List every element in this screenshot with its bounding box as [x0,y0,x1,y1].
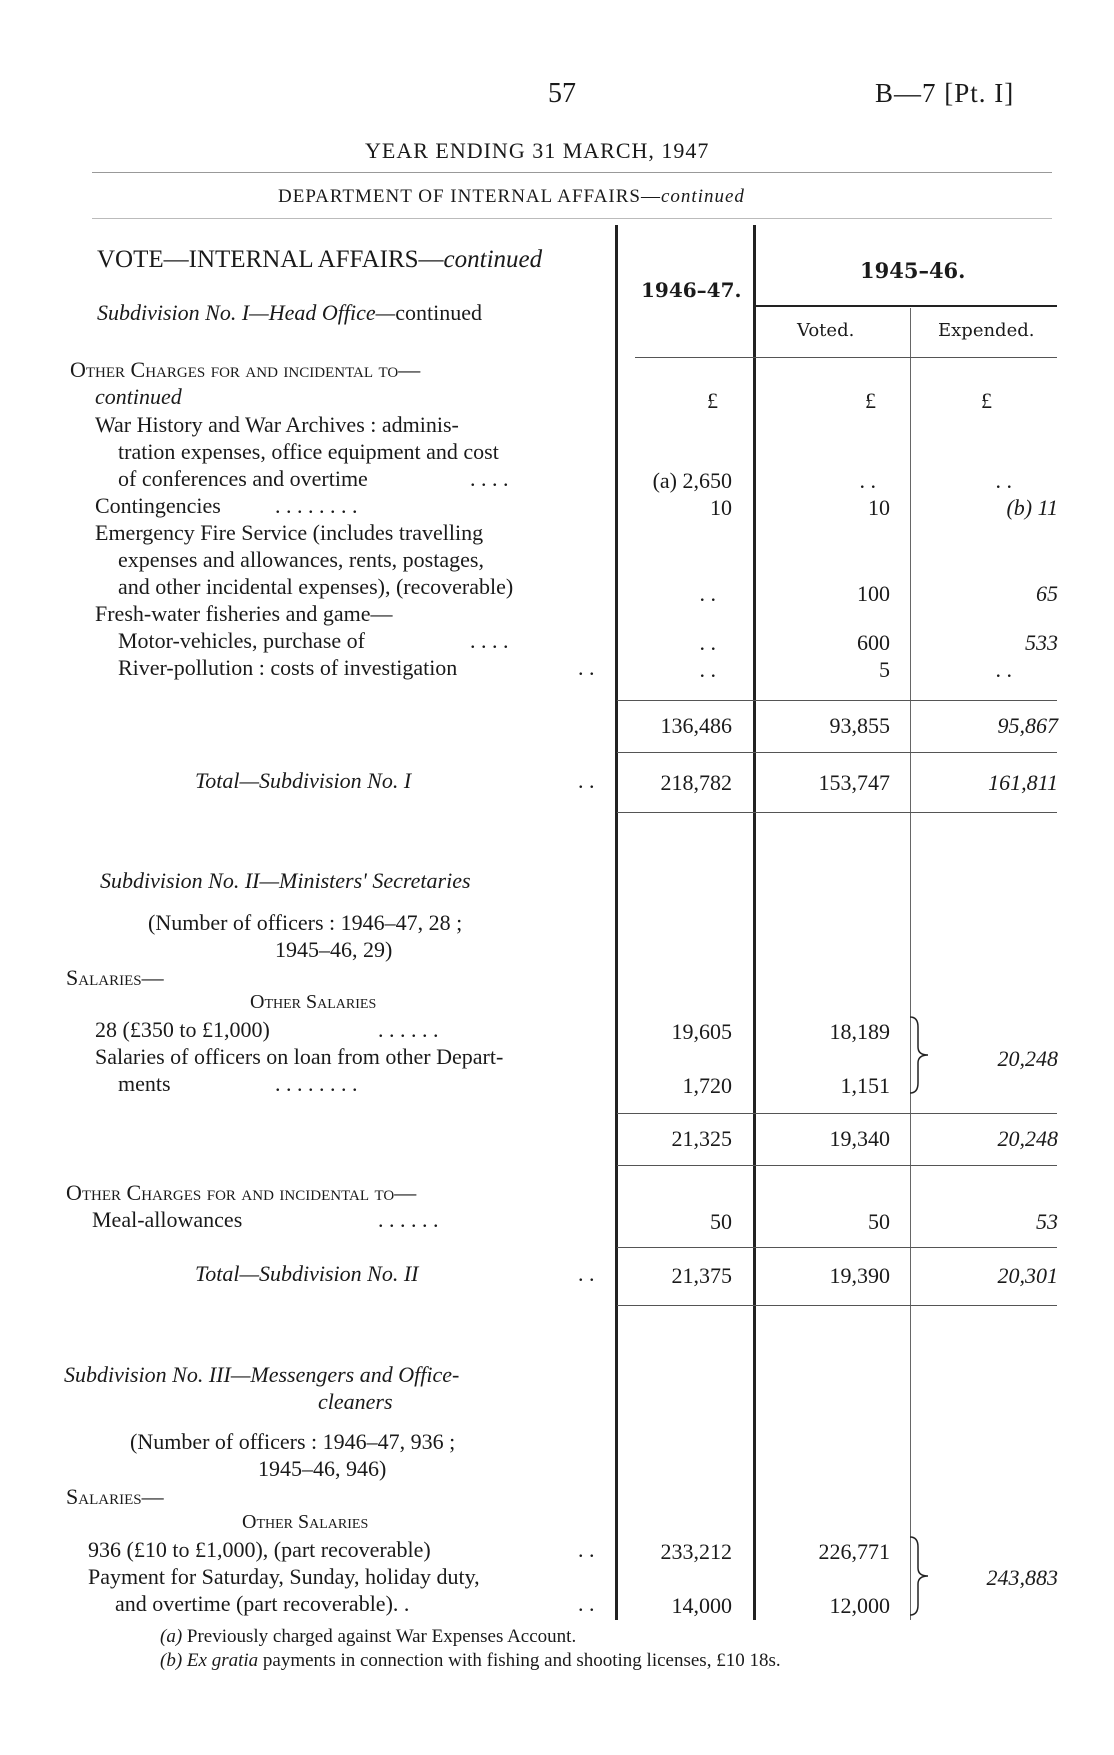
fire-service-voted: 100 [857,581,890,606]
motor-vehicles-1946: . . [699,630,716,655]
sub2-subtotal-rule-bottom [617,1165,1057,1166]
column-header-expended: Expended. [938,320,1035,341]
war-history-line-3: of conferences and overtime [118,466,368,491]
sub3-row2-1946: 14,000 [671,1593,732,1618]
sub3-row2-dots: . . [578,1591,595,1616]
sub3-bracket-expended: 243,883 [986,1565,1058,1590]
document-reference: B—7 [Pt. I] [875,78,1015,108]
sub2-heading: Subdivision No. II—Ministers' Secretaries [100,868,471,893]
currency-voted: £ [865,388,876,413]
footnote-b-text: payments in connection with fishing and shooting licenses, £10 18s. [262,1650,781,1671]
sub2-meal-expended: 53 [1036,1209,1058,1234]
sub2-total-label: Total—Subdivision No. II [195,1261,419,1286]
department-continued: continued [661,186,745,207]
sub1-total-expended: 161,811 [988,770,1058,795]
other-charges-heading: Other Charges for and incidental to— [70,357,421,382]
sub2-subtotal-voted: 19,340 [829,1126,890,1151]
river-pollution-expended: . . [995,657,1012,682]
sub3-row1-label: 936 (£10 to £1,000), (part recoverable) [88,1537,431,1562]
sub3-row2-line-2: and overtime (part recoverable). . [115,1591,410,1616]
motor-vehicles-expended: 533 [1025,630,1058,655]
page-number: 57 [548,78,576,109]
page-title: YEAR ENDING 31 MARCH, 1947 [365,138,710,163]
sub3-row1-voted: 226,771 [818,1539,890,1564]
column-header-1946-47: 1946–47. [641,278,742,302]
sub2-row2-dots: . . . . . . . . [275,1071,358,1096]
column-rule-voted [910,308,911,1620]
sub1-total-1946: 218,782 [660,770,732,795]
sub1-total-dots: . . [578,768,595,793]
sub2-total-1946: 21,375 [671,1263,732,1288]
sub2-brace-icon [906,1015,932,1095]
sub2-officers-line-1: (Number of officers : 1946–47, 28 ; [148,910,463,935]
fire-service-line-1: Emergency Fire Service (includes travelling [95,520,484,545]
sub2-total-rule-bottom [617,1305,1057,1306]
river-pollution-dots: . . [578,655,595,680]
vote-name: VOTE—INTERNAL AFFAIRS— [97,246,444,273]
fire-service-line-3: and other incidental expenses), (recoverable) [118,574,514,599]
column-rule-left [615,225,618,1620]
department-title [278,186,745,208]
sub3-officers-line-1: (Number of officers : 1946–47, 936 ; [130,1429,456,1454]
war-history-line-1: War History and War Archives : adminis- [95,412,459,437]
sub3-heading-line-1: Subdivision No. III—Messengers and Office- [64,1362,460,1387]
vote-heading [97,246,542,274]
vote-continued: continued [443,246,543,273]
sub1-subtotal-expended: 95,867 [997,713,1058,738]
sub3-salaries-heading: Salaries— [66,1484,164,1509]
sub2-meal-voted: 50 [868,1209,890,1234]
sub1-subtotal-voted: 93,855 [829,713,890,738]
currency-expended: £ [981,388,992,413]
footnote-a-text: Previously charged against War Expenses Account. [186,1626,577,1647]
sub2-row2-voted: 1,151 [840,1073,890,1098]
sub1-total-voted: 153,747 [818,770,890,795]
motor-vehicles-voted: 600 [857,630,890,655]
sub2-subtotal-rule [617,1113,1057,1114]
contingencies-expended: (b) 11 [1006,495,1058,520]
sub3-officers-line-2: 1945–46, 946) [258,1456,387,1481]
sub3-row2-line-1: Payment for Saturday, Sunday, holiday duty, [88,1564,480,1589]
sub1-subtotal-rule [617,700,1057,701]
sub3-row2-voted: 12,000 [829,1593,890,1618]
footnote-a-mark: (a) [160,1626,183,1647]
sub2-row2-line-2: ments [118,1071,171,1096]
subdivision-continued: continued [395,300,482,325]
sub3-brace-icon [906,1535,932,1617]
river-pollution-label: River-pollution : costs of investigation [118,655,458,680]
header-rule [92,172,1052,173]
fire-service-line-2: expenses and allowances, rents, postages, [118,547,484,572]
subdivision-heading [97,300,482,326]
sub2-bracket-expended: 20,248 [997,1046,1058,1071]
sub2-meal-1946: 50 [710,1209,732,1234]
footnote-b-lead: Ex gratia [186,1650,259,1671]
sub2-row2-1946: 1,720 [682,1073,732,1098]
river-pollution-1946: . . [699,657,716,682]
motor-vehicles-dots: . . . . [470,628,509,653]
sub2-officers-line-2: 1945–46, 29) [275,937,393,962]
sub2-meal-label: Meal-allowances [92,1207,243,1232]
column-rule-mid [753,225,756,1620]
war-history-1946: (a) 2,650 [652,468,732,493]
sub2-row1-1946: 19,605 [671,1019,732,1044]
sub2-row1-voted: 18,189 [829,1019,890,1044]
fire-service-expended: 65 [1036,581,1058,606]
sub2-row1-dots: . . . . . . [378,1017,439,1042]
sub1-total-rule-bottom [617,812,1057,813]
column-header-1945-46: 1945–46. [860,258,966,283]
sub1-total-label: Total—Subdivision No. I [195,768,412,793]
column-head-rule [755,305,1057,307]
header-rule-2 [92,218,1052,219]
subdivision-name: Subdivision No. I—Head Office— [97,300,396,325]
contingencies-voted: 10 [868,495,890,520]
sub1-subtotal-1946: 136,486 [660,713,732,738]
war-history-expended: . . [995,468,1012,493]
sub2-total-expended: 20,301 [997,1263,1058,1288]
fire-service-1946: . . [699,581,716,606]
sub2-salaries-heading: Salaries— [66,965,164,990]
sub3-heading-line-2: cleaners [318,1389,393,1414]
fresh-water-label: Fresh-water fisheries and game— [95,601,393,626]
sub3-row1-dots: . . [578,1537,595,1562]
motor-vehicles-label: Motor-vehicles, purchase of [118,628,365,653]
footnote-b [160,1650,781,1672]
sub2-subtotal-expended: 20,248 [997,1126,1058,1151]
sub2-total-rule-top [617,1247,1057,1248]
footnote-b-mark: (b) [160,1650,183,1671]
river-pollution-voted: 5 [879,657,890,682]
war-history-voted: . . [859,468,876,493]
sub2-total-dots: . . [578,1261,595,1286]
column-header-voted: Voted. [797,320,855,341]
sub1-total-rule-top [617,752,1057,753]
contingencies-1946: 10 [710,495,732,520]
sub2-row1-label: 28 (£350 to £1,000) [95,1017,270,1042]
sub2-meal-dots: . . . . . . [378,1207,439,1232]
sub2-subtotal-1946: 21,325 [671,1126,732,1151]
column-head-bottom [635,357,1057,358]
sub3-other-salaries: Other Salaries [242,1511,369,1533]
sub2-total-voted: 19,390 [829,1263,890,1288]
contingencies-dots: . . . . . . . . [275,493,358,518]
sub2-other-salaries: Other Salaries [250,991,377,1013]
war-history-dots: . . . . [470,466,509,491]
war-history-line-2: tration expenses, office equipment and cost [118,439,499,464]
footnote-a [160,1626,576,1648]
department-name: DEPARTMENT OF INTERNAL AFFAIRS— [278,186,661,207]
sub2-row2-line-1: Salaries of officers on loan from other Depart- [95,1044,504,1069]
other-charges-continued: continued [95,384,182,409]
sub3-row1-1946: 233,212 [660,1539,732,1564]
sub2-other-charges-heading: Other Charges for and incidental to— [66,1180,417,1205]
contingencies-label: Contingencies [95,493,221,518]
currency-1946: £ [707,388,718,413]
